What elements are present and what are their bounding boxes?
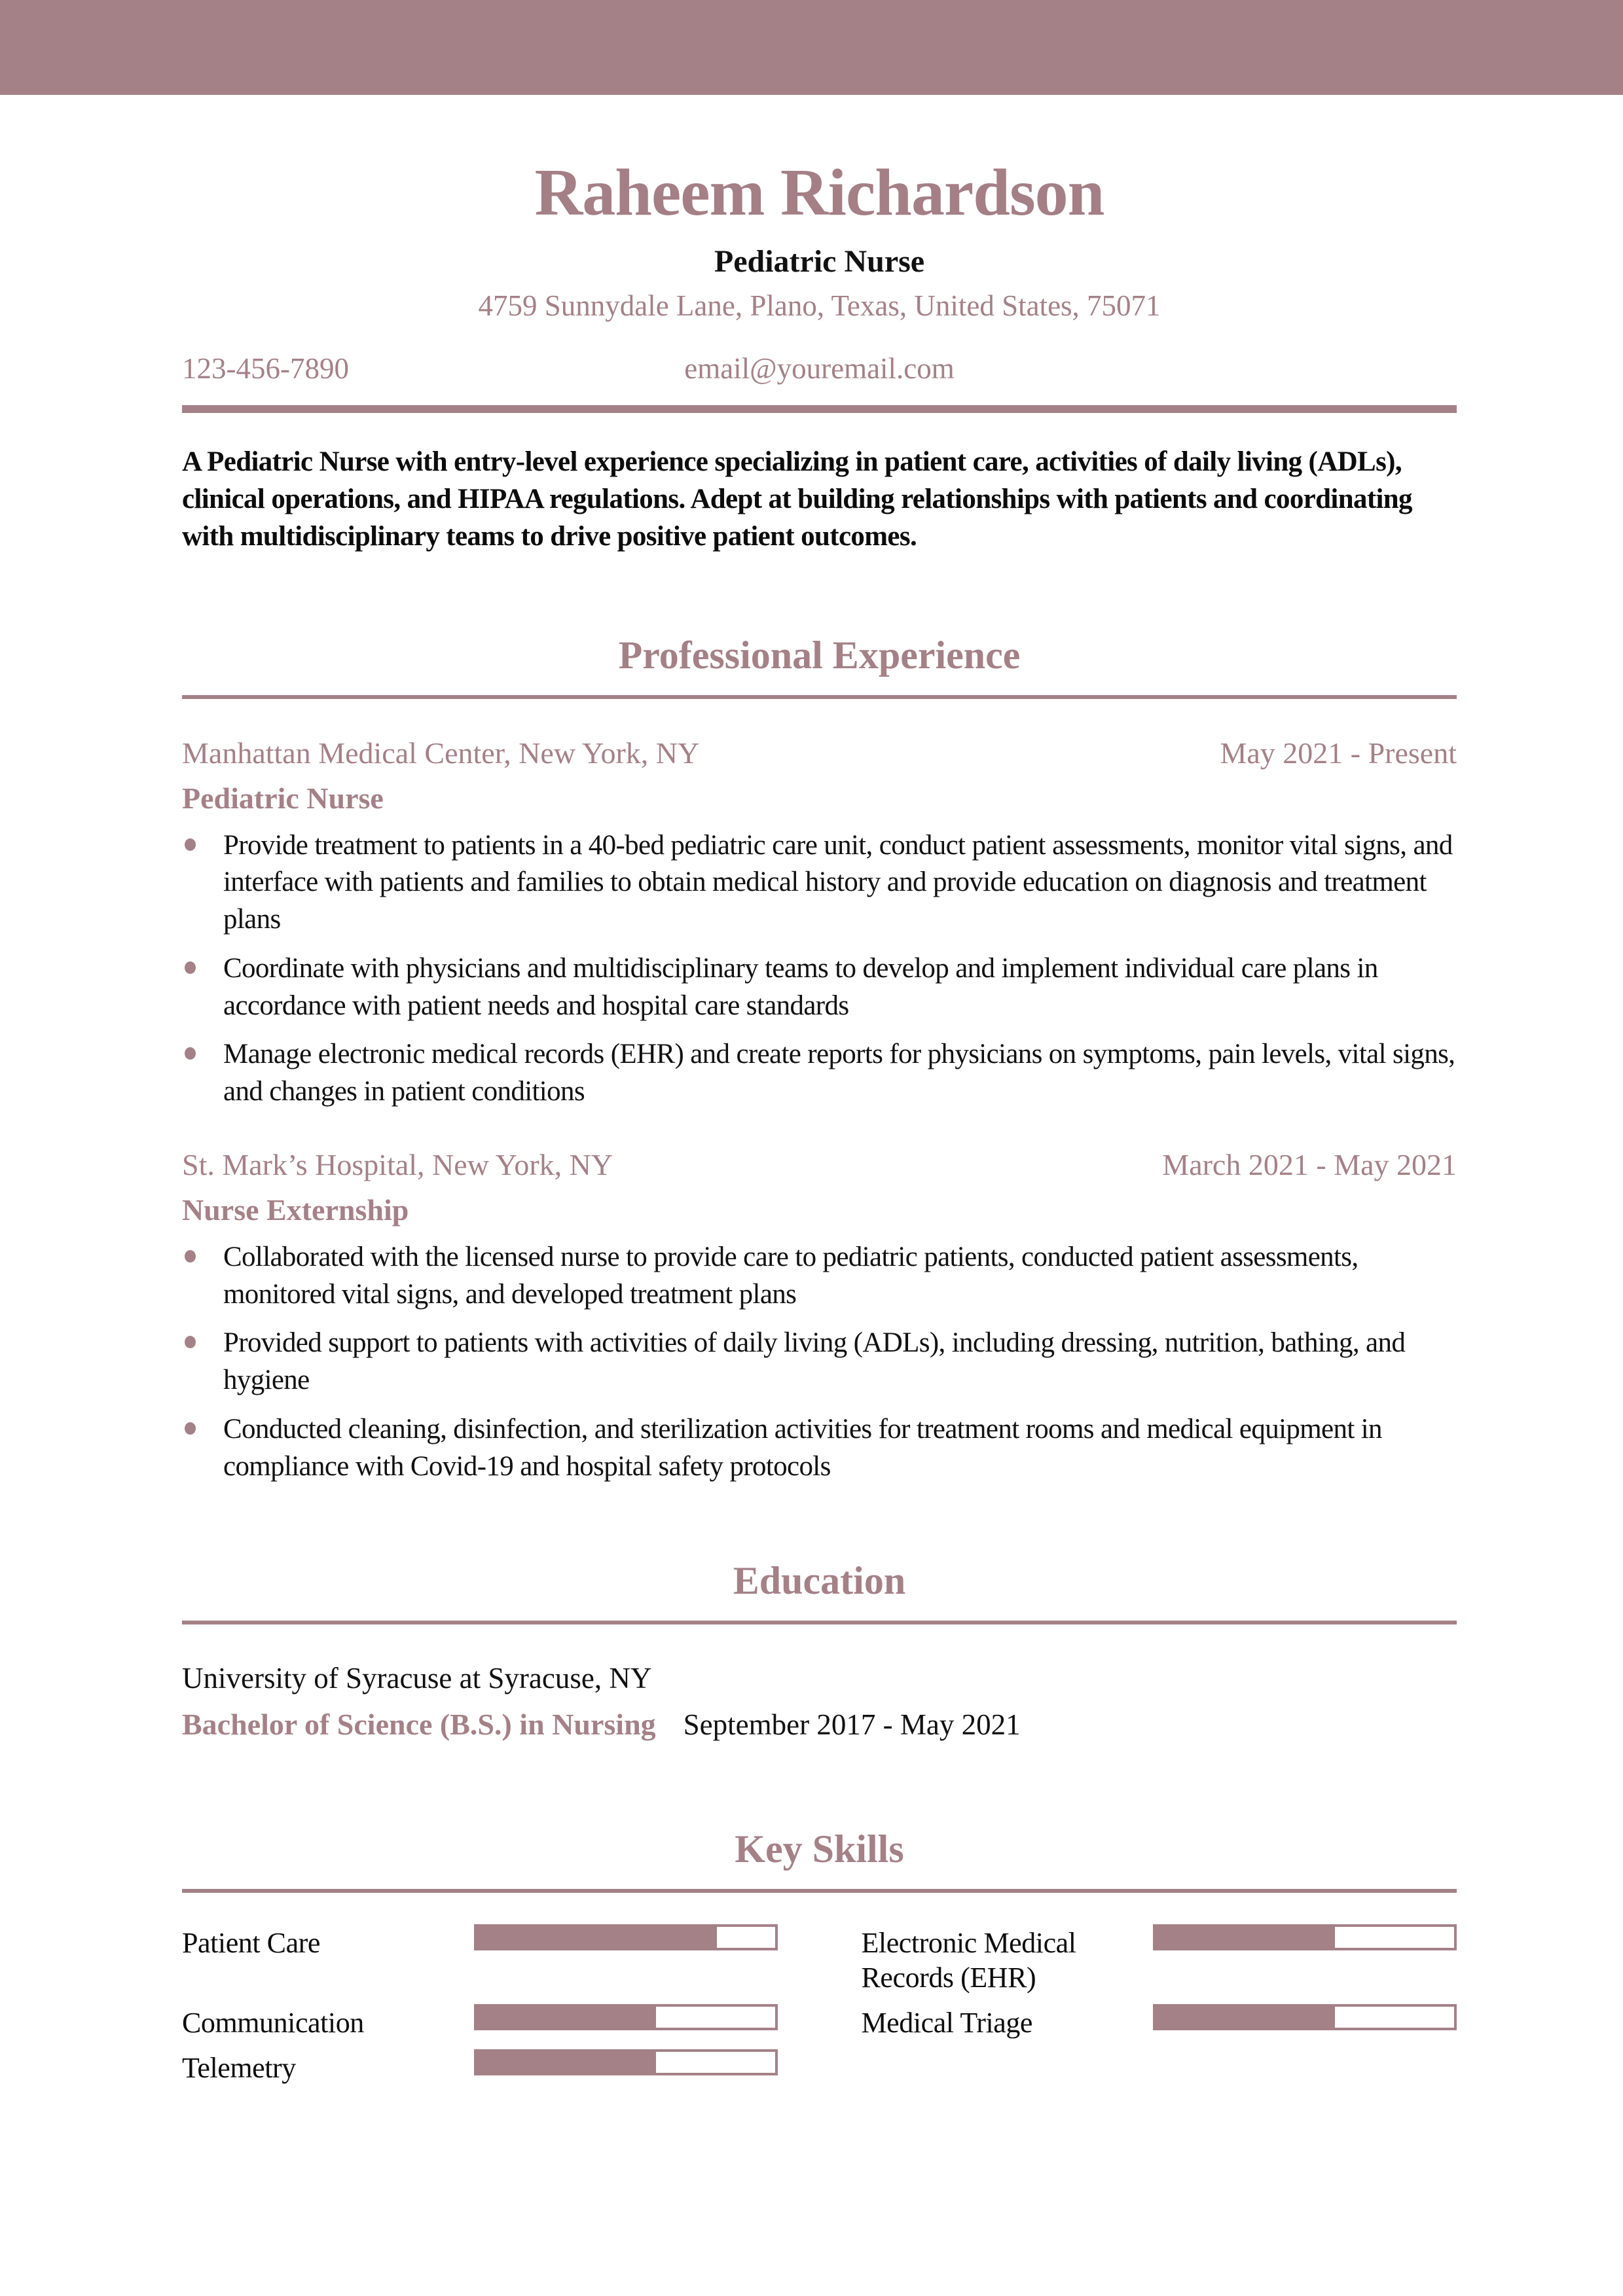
skill-bar xyxy=(474,2004,778,2030)
email-address: email@youremail.com xyxy=(684,352,955,386)
bullet-icon xyxy=(185,1047,196,1060)
candidate-address: 4759 Sunnydale Lane, Plano, Texas, United States, 75071 xyxy=(478,289,1161,323)
skill-bar xyxy=(474,2049,778,2075)
job-entry xyxy=(182,736,1457,1111)
job-company: St. Mark’s Hospital, New York, NY xyxy=(182,1147,613,1181)
candidate-job-title: Pediatric Nurse xyxy=(714,244,925,279)
skill-label: Telemetry xyxy=(182,2052,296,2085)
skills-grid xyxy=(182,1923,1457,2085)
bullet-icon xyxy=(185,1422,196,1435)
education-dates: September 2017 - May 2021 xyxy=(683,1708,1021,1742)
skill-item xyxy=(182,2003,778,2040)
bullet-icon xyxy=(185,838,196,851)
bullet-text: Provided support to patients with activities of daily living (ADLs), including dressing, nutrition, bathing, and hygiene xyxy=(223,1327,1406,1396)
candidate-name: Raheem Richardson xyxy=(534,156,1104,230)
skill-item xyxy=(862,2003,1457,2040)
phone-number: 123-456-7890 xyxy=(182,352,349,386)
skill-bar-empty xyxy=(656,2052,775,2073)
education-degree-row xyxy=(182,1707,1457,1742)
professional-summary: A Pediatric Nurse with entry-level experience specializing in patient care, activities of daily living (ADLs), clinical operations, and HIPAA regulations. Adept at building relationships with patients and coordinating with multidisciplinary teams to drive positive patient outcomes. xyxy=(182,446,1412,552)
resume-content xyxy=(0,158,1623,2085)
job-position-title: Pediatric Nurse xyxy=(182,781,384,815)
bullet-text: Provide treatment to patients in a 40-bed pediatric care unit, conduct patient assessments, monitor vital signs, and interface with patients and families to obtain medical history and provide education on diagnosis and treatment plans xyxy=(223,829,1453,935)
skill-bar-empty xyxy=(717,1927,775,1948)
bullet-text: Conducted cleaning, disinfection, and sterilization activities for treatment rooms and medical equipment in compliance with Covid-19 and hospital safety protocols xyxy=(223,1413,1382,1482)
education-rule xyxy=(182,1621,1457,1624)
job-head xyxy=(182,1147,1457,1182)
job-dates: May 2021 - Present xyxy=(1220,736,1457,770)
skill-bar xyxy=(474,1924,778,1950)
bullet-icon xyxy=(185,1336,196,1348)
bullet-text: Manage electronic medical records (EHR) and create reports for physicians on symptoms, pain levels, vital signs, and changes in patient conditions xyxy=(223,1039,1455,1107)
job-dates: March 2021 - May 2021 xyxy=(1162,1147,1457,1181)
list-item xyxy=(182,950,1457,1025)
skills-rule xyxy=(182,1889,1457,1893)
section-heading-education: Education xyxy=(733,1559,906,1603)
skill-label: Electronic Medical Records (EHR) xyxy=(861,1927,1076,1994)
header-divider xyxy=(182,405,1457,413)
job-bullets xyxy=(182,827,1457,1111)
job-head xyxy=(182,736,1457,770)
job-position-title: Nurse Externship xyxy=(182,1193,409,1227)
skill-bar-empty xyxy=(656,2007,775,2028)
skill-item xyxy=(182,2048,778,2085)
bullet-text: Coordinate with physicians and multidisciplinary teams to develop and implement individual care plans in accordance with patient needs and hospital care standards xyxy=(223,952,1378,1021)
skill-bar-empty xyxy=(1335,2007,1454,2028)
bullet-text: Collaborated with the licensed nurse to provide care to pediatric patients, conducted patient assessments, monitored vital signs, and developed treatment plans xyxy=(223,1241,1359,1310)
experience-rule xyxy=(182,695,1457,699)
skill-label: Medical Triage xyxy=(861,2007,1032,2039)
skill-item xyxy=(862,1923,1457,1995)
contact-row xyxy=(182,351,1457,388)
list-item xyxy=(182,1239,1457,1314)
section-heading-skills: Key Skills xyxy=(735,1827,904,1871)
skill-bar xyxy=(1153,2004,1457,2030)
bullet-icon xyxy=(185,961,196,974)
skill-bar-empty xyxy=(1335,1927,1454,1948)
top-accent-bar xyxy=(0,0,1623,95)
education-school: University of Syracuse at Syracuse, NY xyxy=(182,1662,652,1695)
skill-item xyxy=(182,1923,778,1995)
bullet-icon xyxy=(185,1250,196,1263)
list-item xyxy=(182,1325,1457,1399)
list-item xyxy=(182,827,1457,939)
job-bullets xyxy=(182,1239,1457,1486)
skill-label: Patient Care xyxy=(182,1927,320,1960)
skill-label: Communication xyxy=(182,2007,364,2039)
list-item xyxy=(182,1411,1457,1486)
job-entry xyxy=(182,1147,1457,1486)
skill-bar xyxy=(1153,1924,1457,1950)
section-heading-experience: Professional Experience xyxy=(618,633,1021,677)
education-degree: Bachelor of Science (B.S.) in Nursing xyxy=(182,1708,656,1742)
list-item xyxy=(182,1036,1457,1111)
job-company: Manhattan Medical Center, New York, NY xyxy=(182,736,700,770)
